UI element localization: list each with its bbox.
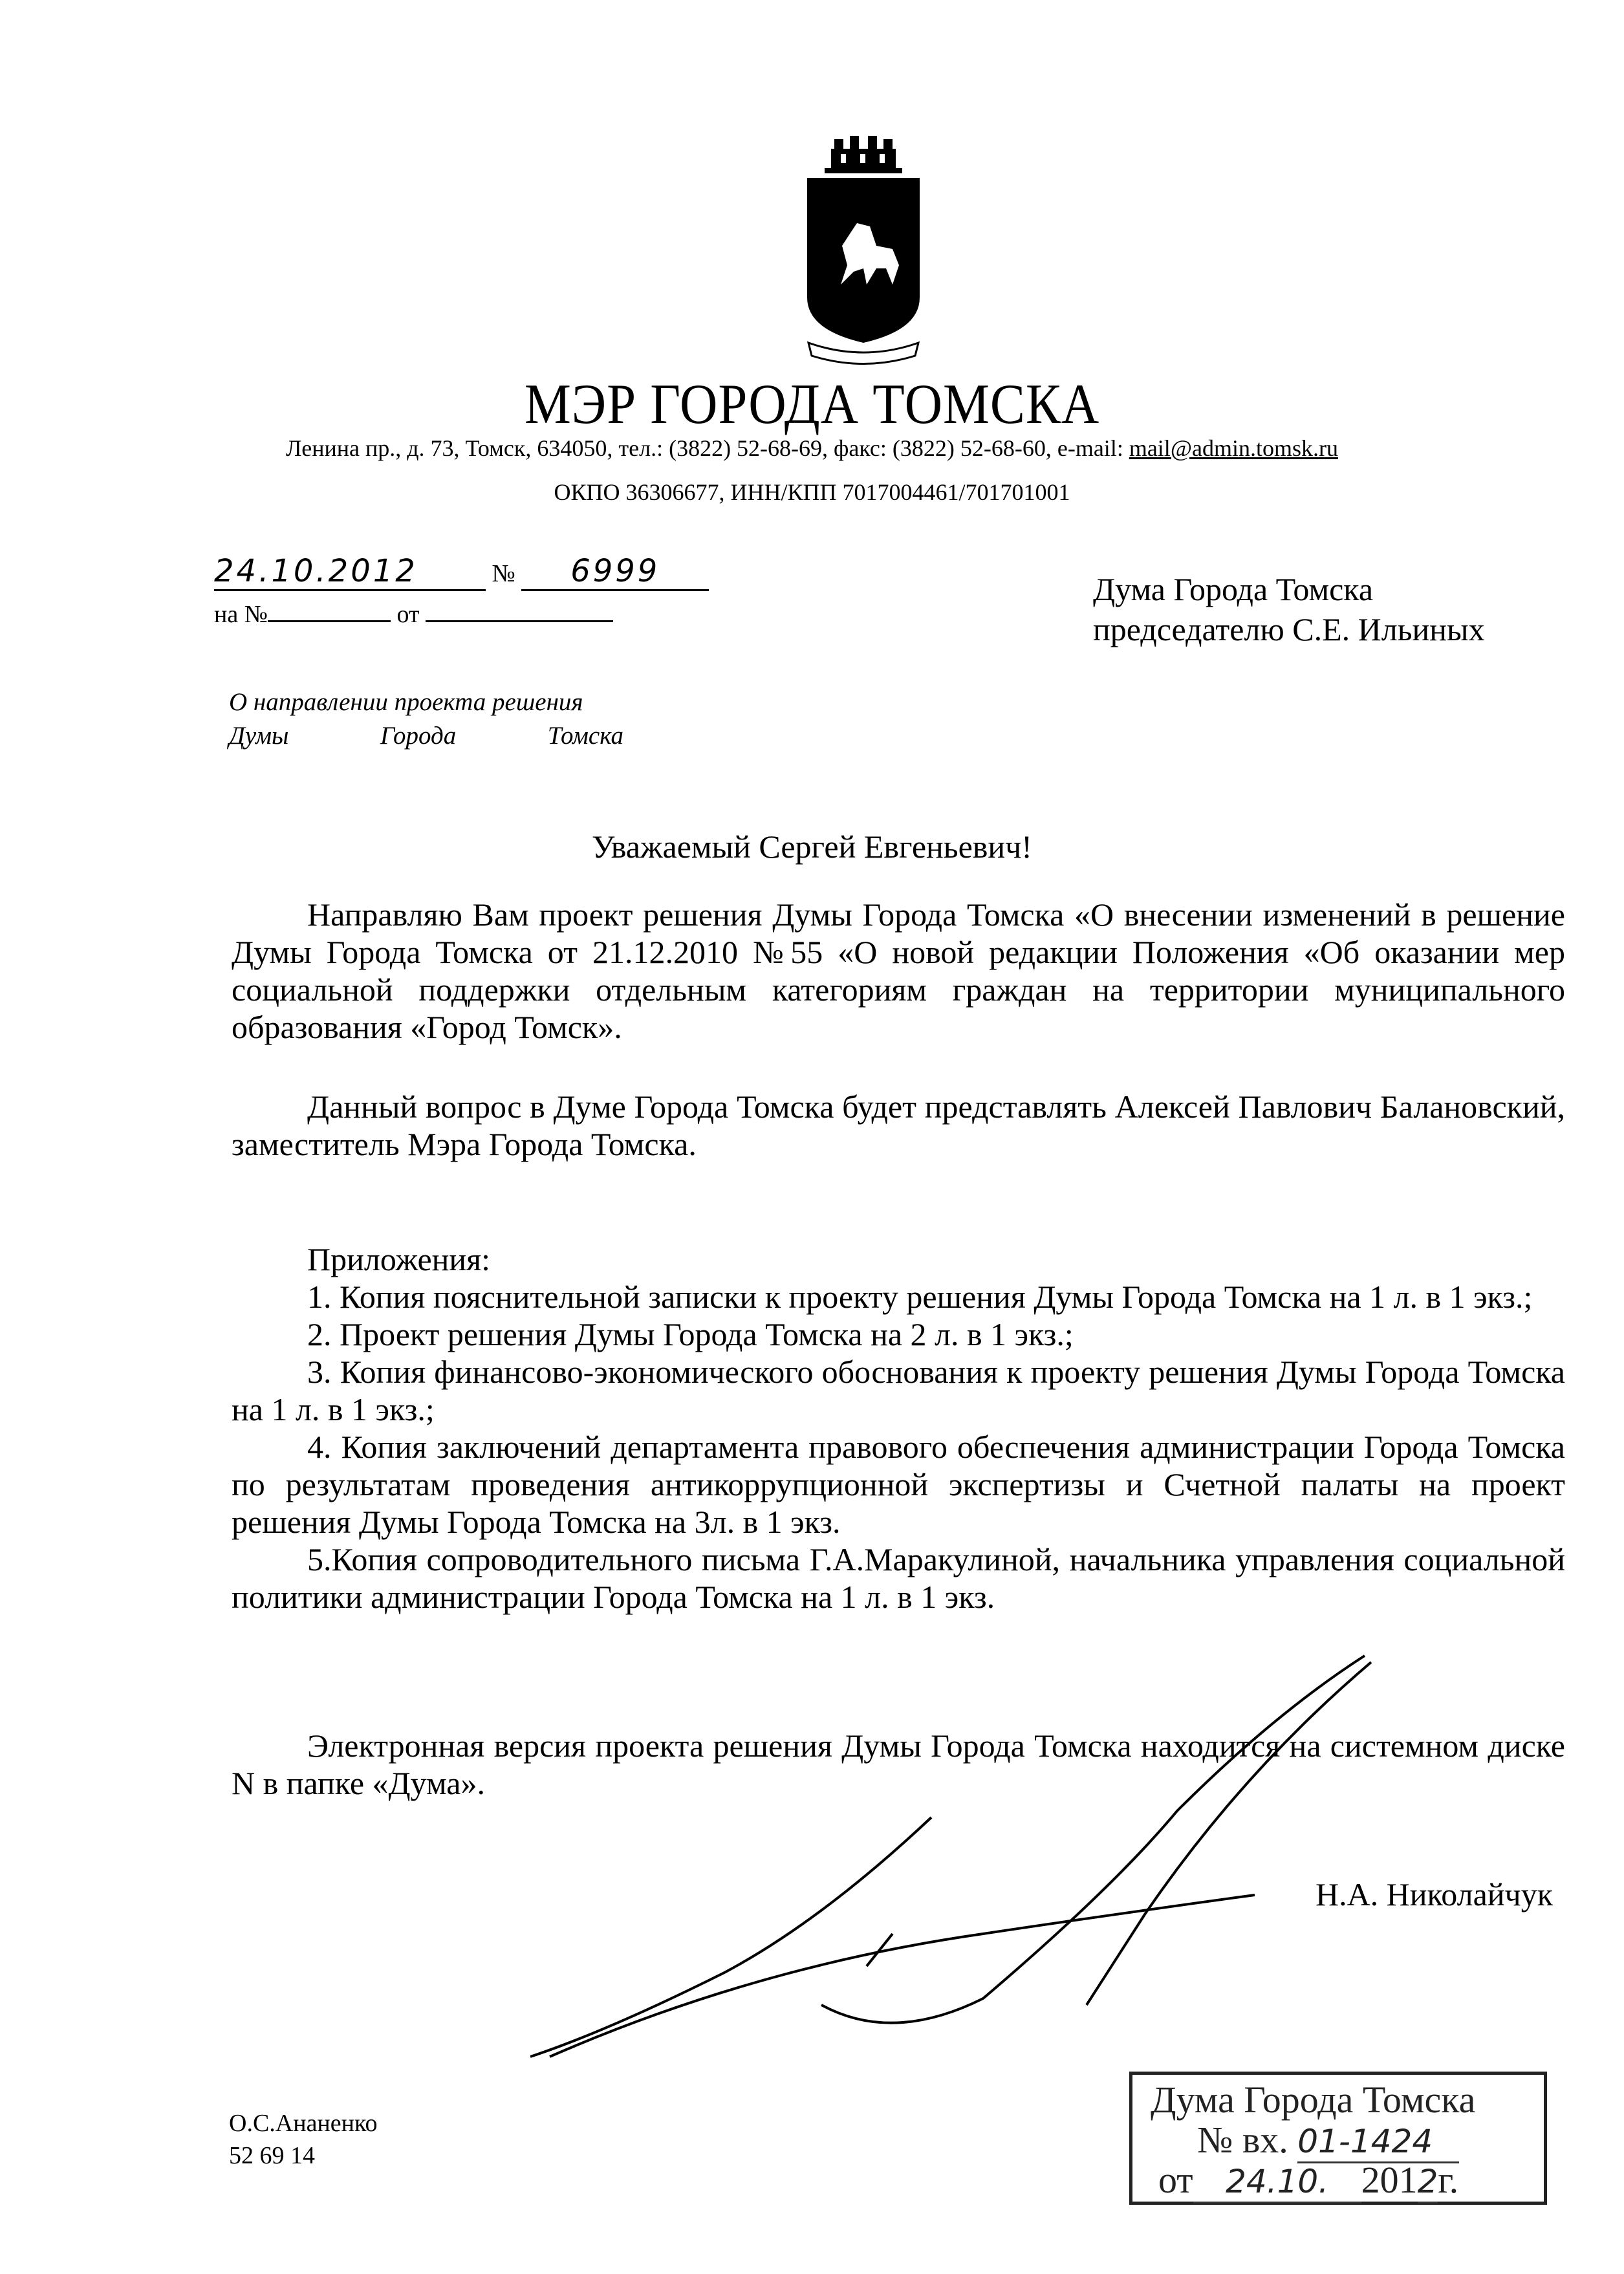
addressee (1093, 569, 1485, 649)
stamp-date: 24.10. (1193, 2161, 1361, 2204)
attachment-item: 1. Копия пояснительной записки к проекту решения Думы Города Томска на 1 л. в 1 экз.; (307, 1279, 1533, 1315)
executor-phone: 52 69 14 (229, 2142, 315, 2169)
executor (229, 2107, 378, 2172)
letterhead-address (0, 435, 1624, 462)
handwritten-signature (530, 1643, 1403, 2076)
attachments-label: Приложения: (307, 1241, 491, 1277)
letterhead-codes: ОКПО 36306677, ИНН/КПП 7017004461/701701001 (554, 479, 1070, 505)
address-text: Ленина пр., д. 73, Томск, 634050, тел.: (3822) 52-68-69, факс: (3822) 52-68-60, e-mail: (286, 435, 1129, 461)
signer-name: Н.А. Николайчук (1315, 1876, 1553, 1912)
outgoing-number: 6999 (521, 553, 709, 591)
stamp-in-label: № вх. (1197, 2119, 1288, 2161)
stamp-year-prefix: 201 (1361, 2159, 1418, 2201)
addressee-org: Дума Города Томска (1093, 571, 1374, 607)
incoming-stamp (1129, 2072, 1547, 2205)
attachment-item: 3. Копия финансово-экономического обоснования к проекту решения Думы Города Томска на 1 л. в 1 экз.; (232, 1354, 1565, 1427)
stamp-in-number: 01-1424 (1297, 2121, 1459, 2163)
reply-from-label: от (396, 601, 420, 628)
outgoing-registration (214, 553, 709, 591)
reply-number-label: на № (214, 601, 268, 628)
stamp-org: Дума Города Томска (1151, 2079, 1476, 2121)
attachment-item: 2. Проект решения Думы Города Томска на 2 л. в 1 экз.; (307, 1316, 1074, 1352)
subject-word: Думы (229, 722, 289, 750)
paragraph-1 (232, 896, 1565, 1046)
stamp-year-suffix: 2 (1418, 2161, 1438, 2204)
subject-line1: О направлении проекта решения (229, 688, 583, 716)
coat-of-arms-emblem (796, 136, 931, 369)
paragraph-text: Электронная версия проекта решения Думы Города Томска находится на системном диске N в папке «Дума». (232, 1727, 1565, 1801)
email-link[interactable]: mail@admin.tomsk.ru (1129, 435, 1338, 461)
outgoing-date: 24.10.2012 (214, 553, 486, 591)
subject-word: Томска (547, 722, 623, 750)
greeting: Уважаемый Сергей Евгеньевич! (592, 828, 1032, 865)
subject (229, 686, 623, 753)
reply-reference (214, 598, 613, 629)
attachment-item: 5.Копия сопроводительного письма Г.А.Маракулиной, начальника управления социальной политики администрации Города Томска на 1 л. в 1 экз. (232, 1541, 1565, 1615)
attachments-list (232, 1240, 1565, 1616)
paragraph-text: Направляю Вам проект решения Думы Города Томска «О внесении изменений в решение Думы Города Томска от 21.12.2010 №55 «О новой редакции Положения «Об оказании мер социальной поддержки отдельным категориям граждан на территории муниципального образования «Город Томск». (232, 896, 1565, 1045)
executor-name: О.С.Ананенко (229, 2110, 378, 2137)
number-label: № (492, 560, 515, 587)
stamp-year-unit: г. (1438, 2159, 1459, 2201)
addressee-person: председателю С.Е. Ильиных (1093, 611, 1485, 647)
subject-word: Города (380, 722, 457, 750)
paragraph-text: Данный вопрос в Думе Города Томска будет представлять Алексей Павлович Балановский, заместитель Мэра Города Томска. (232, 1088, 1565, 1162)
letterhead-title: МЭР ГОРОДА ТОМСКА (524, 373, 1100, 436)
stamp-date-label: от (1158, 2159, 1193, 2201)
attachment-item: 4. Копия заключений департамента правового обеспечения администрации Города Томска по результатам проведения антикоррупционной экспертизы и Счетной палаты на проект решения Думы Города Томска на 3л. в 1 экз. (232, 1429, 1565, 1540)
paragraph-2 (232, 1088, 1565, 1163)
